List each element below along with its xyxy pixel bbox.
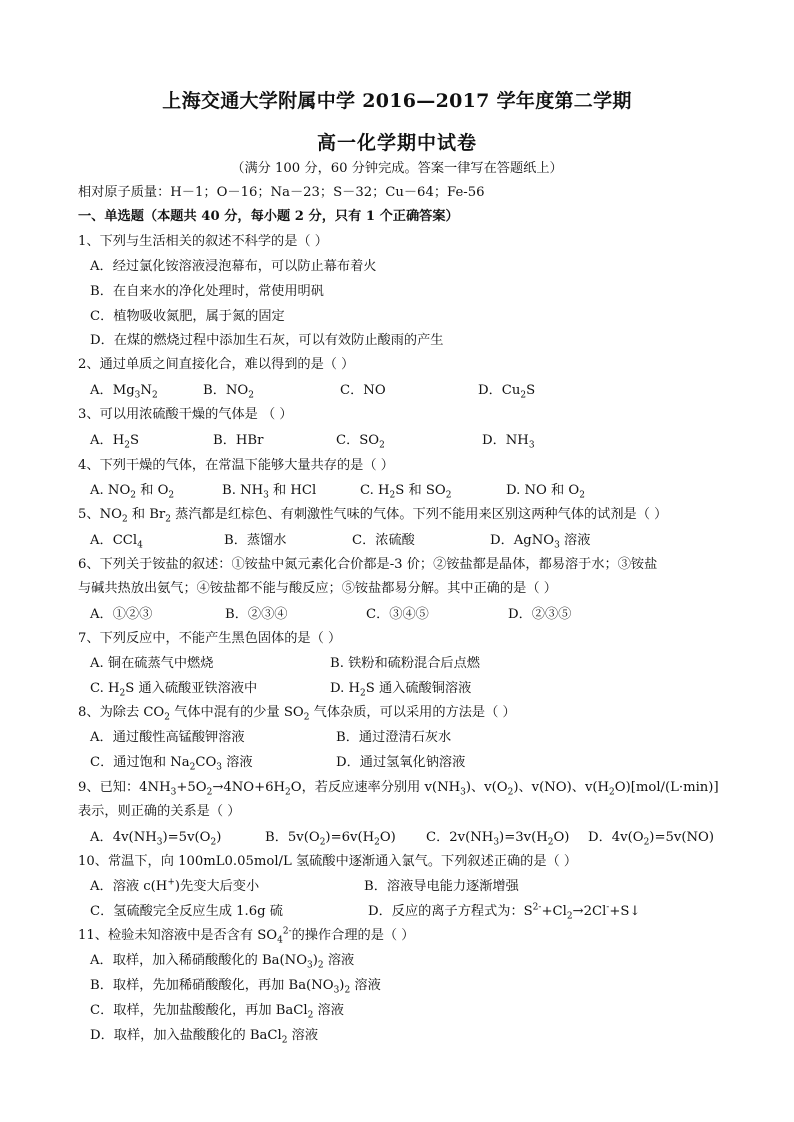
q3-stem: 3、可以用浓硫酸干燥的气体是 （ ）: [78, 407, 293, 422]
q10-option-c: C．氢硫酸完全反应生成 1.6g 硫: [90, 904, 283, 919]
q3-option-a: A．$H_2S$: [90, 433, 139, 451]
q1-option-c: C．植物吸收氮肥，属于氮的固定: [90, 309, 285, 324]
q4-option-b: B. $NH_3$ 和 HCl: [222, 483, 317, 501]
q7-option-a: A. 铜在硫蒸气中燃烧: [90, 656, 214, 671]
q9-option-d: D．$4v(O_2)=5v(NO)$: [588, 830, 714, 848]
q9-option-a: A．$4v(NH_3)=5v(O_2)$: [90, 830, 222, 848]
q8-option-a: A．通过酸性高锰酸钾溶液: [90, 730, 245, 745]
q6-option-a: A．①②③: [90, 607, 153, 622]
q1-option-b: B．在自来水的净化处理时，常使用明矾: [90, 284, 324, 299]
q2-stem: 2、通过单质之间直接化合，难以得到的是（ ）: [78, 357, 355, 372]
atomic-masses: 相对原子质量：H－1；O－16；Na－23；S－32；Cu－64；Fe-56: [78, 185, 485, 200]
q5-option-b: B．蒸馏水: [224, 533, 287, 548]
exam-title: 上海交通大学附属中学 2016—2017 学年度第二学期: [162, 90, 632, 112]
q7-option-d: D. $H_2S$ 通入硫酸铜溶液: [330, 681, 472, 699]
q1-stem: 1、下列与生活相关的叙述不科学的是（ ）: [78, 234, 328, 249]
q9-option-c: C．$2v(NH_3)=3v(H_2O)$: [426, 830, 570, 848]
q8-option-c: C．通过饱和 $Na_2CO_3$ 溶液: [90, 755, 253, 773]
q6-stem-line1: 6、下列关于铵盐的叙述：①铵盐中氮元素化合价都是-3 价；②铵盐都是晶体，都易溶于水；③铵盐: [78, 557, 658, 572]
section-heading: 一、单选题（本题共 40 分，每小题 2 分，只有 1 个正确答案）: [78, 209, 459, 224]
q5-option-d: D．AgNO$_3$ 溶液: [490, 533, 591, 551]
exam-note: （满分 100 分，60 分钟完成。答案一律写在答题纸上）: [231, 161, 563, 176]
q8-stem: 8、为除去 $CO_2$ 气体中混有的少量 $SO_2$ 气体杂质，可以采用的方法是（ ）: [78, 705, 516, 723]
q10-option-a: A．溶液 c(H+)先变大后变小: [90, 877, 260, 894]
q7-option-c: C. $H_2S$ 通入硫酸亚铁溶液中: [90, 681, 258, 699]
q6-option-d: D．②③⑤: [508, 607, 572, 622]
q9-stem-line1: 9、已知：$4NH_3+5O_2\to 4NO+6H_2O$，若反应速率分别用 $v(NH_3)$、$v(O_2)$、v(NO)、$v(H_2O)[mol/(L\cdot\min)]$: [78, 780, 719, 798]
q6-option-c: C．③④⑤: [366, 607, 429, 622]
q2-option-c: C．NO: [340, 383, 386, 398]
q10-stem: 10、常温下，向 100mL0.05mol/L 氢硫酸中逐渐通入氯气。下列叙述正确的是（ ）: [78, 854, 578, 869]
q1-option-a: A．经过氯化铵溶液浸泡幕布，可以防止幕布着火: [90, 259, 377, 274]
exam-subtitle: 高一化学期中试卷: [316, 132, 477, 154]
q4-stem: 4、下列干燥的气体，在常温下能够大量共存的是（ ）: [78, 458, 394, 473]
q7-option-b: B. 铁粉和硫粉混合后点燃: [330, 656, 480, 671]
q8-option-d: D．通过氢氧化钠溶液: [336, 755, 466, 770]
q10-option-d: D．反应的离子方程式为：$S^{2-}+Cl_2\to 2Cl^-+S↓$: [368, 902, 641, 922]
q11-option-a: A．取样，加入稀硝酸酸化的 $Ba(NO_3)_2$ 溶液: [90, 953, 355, 971]
q5-stem: 5、$NO_2$ 和 $Br_2$ 蒸汽都是红棕色、有刺激性气味的气体。下列不能用来区别这两种气体的试剂是（ ）: [78, 507, 668, 525]
q5-option-c: C．浓硫酸: [352, 533, 415, 548]
q11-option-c: C．取样，先加盐酸酸化，再加 BaCl$_2$ 溶液: [90, 1003, 344, 1021]
q2-option-d: D．$Cu_2S$: [478, 383, 536, 401]
q7-stem: 7、下列反应中，不能产生黑色固体的是（ ）: [78, 631, 342, 646]
q8-option-b: B．通过澄清石灰水: [336, 730, 452, 745]
q6-stem-line2: 与碱共热放出氨气；④铵盐都不能与酸反应；⑤铵盐都易分解。其中正确的是（ ）: [78, 581, 557, 596]
q3-option-b: B．HBr: [213, 433, 264, 448]
q4-option-d: D. NO 和 $O_2$: [506, 483, 585, 501]
q2-option-a: A．$Mg_3N_2$: [90, 383, 158, 401]
q11-stem: 11、检验未知溶液中是否含有 $SO_4^{2-}$的操作合理的是（ ）: [78, 926, 415, 946]
q3-option-d: D．$NH_3$: [482, 433, 535, 451]
q9-stem-line2: 表示，则正确的关系是（ ）: [78, 804, 241, 819]
q11-option-d: D．取样，加入盐酸酸化的 BaCl$_2$ 溶液: [90, 1028, 319, 1046]
q4-option-a: A. $NO_2$ 和 $O_2$: [90, 483, 175, 501]
q9-option-b: B．$5v(O_2)=6v(H_2O)$: [265, 830, 396, 848]
q3-option-c: C．$SO_2$: [336, 433, 385, 451]
q10-option-b: B．溶液导电能力逐渐增强: [364, 879, 519, 894]
q5-option-a: A．CCl$_4$: [90, 533, 143, 551]
q2-option-b: B．$NO_2$: [203, 383, 254, 401]
q6-option-b: B．②③④: [225, 607, 288, 622]
q4-option-c: C. $H_2S$ 和 $SO_2$: [360, 483, 452, 501]
q1-option-d: D．在煤的燃烧过程中添加生石灰，可以有效防止酸雨的产生: [90, 333, 444, 348]
q11-option-b: B．取样，先加稀硝酸酸化，再加 $Ba(NO_3)_2$ 溶液: [90, 978, 381, 996]
